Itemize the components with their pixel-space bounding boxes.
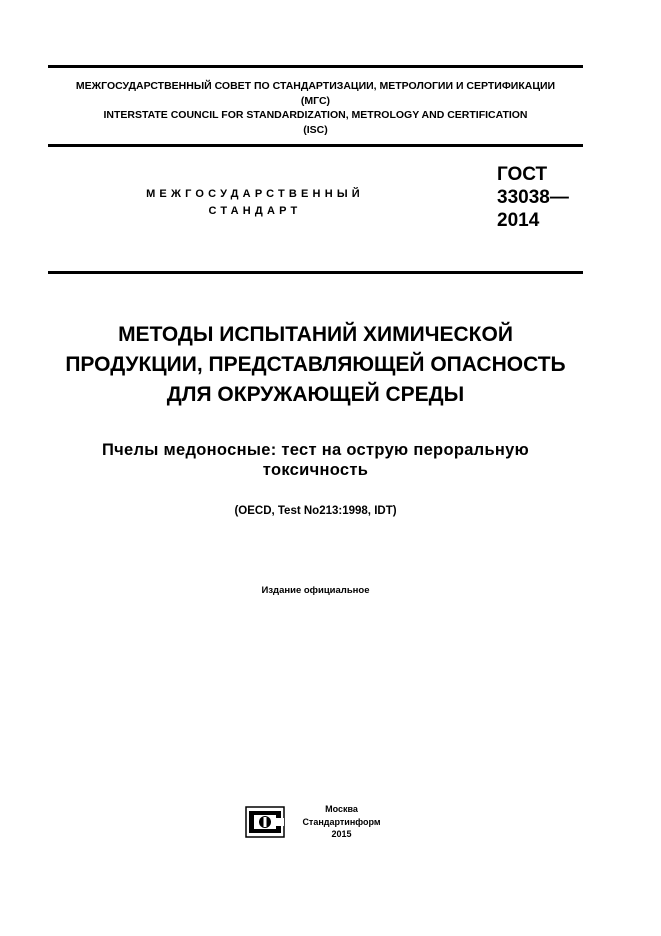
document-subtitle	[40, 440, 591, 480]
middle-rule	[48, 144, 583, 147]
standard-type-label	[105, 186, 405, 220]
gost-year: 2014	[497, 210, 540, 231]
gost-prefix: ГОСТ	[497, 164, 548, 185]
document-title	[30, 320, 601, 410]
council-header	[48, 79, 583, 137]
title-line1: МЕТОДЫ ИСПЫТАНИЙ ХИМИЧЕСКОЙ	[118, 323, 513, 346]
standard-type-line2: СТАНДАРТ	[208, 205, 302, 217]
title-line3: ДЛЯ ОКРУЖАЮЩЕЙ СРЕДЫ	[166, 383, 465, 406]
standard-type-line1: МЕЖГОСУДАРСТВЕННЫЙ	[146, 188, 364, 200]
edition-note: Издание официальное	[261, 585, 370, 596]
oecd-reference: (OECD, Test No213:1998, IDT)	[234, 505, 397, 517]
title-line2: ПРОДУКЦИИ, ПРЕДСТАВЛЯЮЩЕЙ ОПАСНОСТЬ	[65, 353, 566, 376]
council-ru-abbr: (МГС)	[300, 94, 331, 107]
council-ru: МЕЖГОСУДАРСТВЕННЫЙ СОВЕТ ПО СТАНДАРТИЗАЦИИ, МЕТРОЛОГИИ И СЕРТИФИКАЦИИ	[75, 80, 556, 92]
publisher-city: Москва	[325, 804, 358, 814]
gost-designation	[497, 163, 569, 232]
council-en-abbr: (ISC)	[303, 123, 328, 136]
publisher-name: Стандартинформ	[302, 816, 381, 827]
standartinform-logo-icon	[245, 806, 285, 838]
subtitle-line1: Пчелы медоносные: тест на острую пероральную	[101, 441, 530, 459]
top-rule	[48, 65, 583, 68]
gost-number: 33038—	[497, 187, 569, 208]
publisher-year: 2015	[331, 829, 352, 839]
subtitle-line2: токсичность	[262, 461, 369, 479]
publisher-imprint	[294, 803, 389, 841]
lower-rule	[48, 271, 583, 274]
council-en: INTERSTATE COUNCIL FOR STANDARDIZATION, METROLOGY AND CERTIFICATION	[103, 109, 528, 121]
